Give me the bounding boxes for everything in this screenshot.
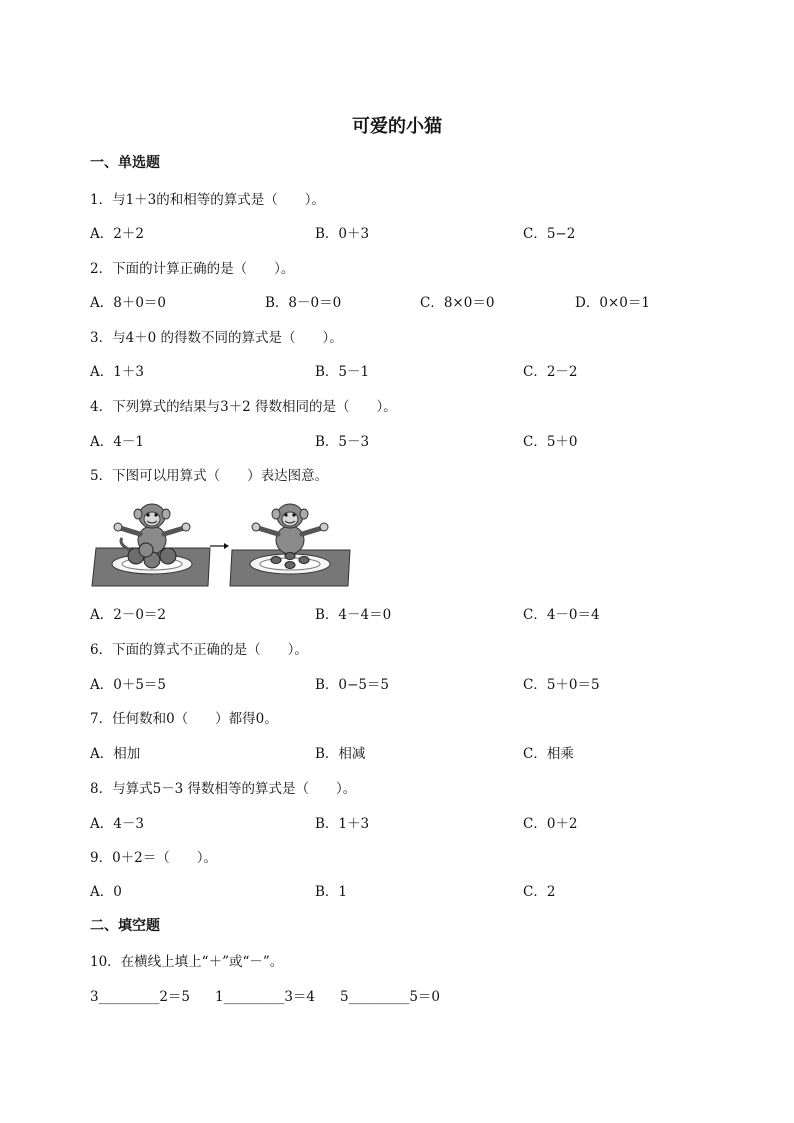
q6-option-c: C．5＋0＝5: [523, 677, 600, 693]
section-heading-fill-blank: 二、填空题: [90, 918, 160, 934]
q5-option-c: C．4－0＝4: [523, 607, 600, 623]
question-6: 6．下面的算式不正确的是（ ）。: [90, 642, 308, 658]
q1-option-a: A．2＋2: [90, 226, 144, 242]
q6-option-b: B．0−5＝5: [315, 677, 389, 693]
q9-option-c: C．2: [523, 884, 556, 900]
q4-option-c: C．5＋0: [523, 434, 578, 450]
q1-option-b: B．0＋3: [315, 226, 370, 242]
page-title: 可爱的小猫: [352, 116, 442, 137]
q10-blank-2: 1_________3＝4: [215, 989, 316, 1005]
q8-option-a: A．4－3: [90, 816, 144, 832]
q3-option-c: C．2－2: [523, 364, 578, 380]
q4-option-a: A．4－1: [90, 434, 144, 450]
q7-option-a: A．相加: [90, 746, 141, 762]
monkey-with-plate-icon: [92, 504, 210, 586]
q2-option-d: D．0×0＝1: [575, 295, 650, 311]
q5-option-b: B．4－4＝0: [315, 607, 392, 623]
q2-option-c: C．8×0＝0: [420, 295, 495, 311]
q8-option-b: B．1＋3: [315, 816, 370, 832]
question-8: 8．与算式5－3 得数相等的算式是（ ）。: [90, 781, 357, 797]
q10-blank-1: 3_________2＝5: [90, 989, 191, 1005]
q7-option-b: B．相减: [315, 746, 366, 762]
q7-option-c: C．相乘: [523, 746, 574, 762]
question-9: 9．0＋2＝（ ）。: [90, 850, 218, 866]
question-3: 3．与4＋0 的得数不同的算式是（ ）。: [90, 330, 343, 346]
q9-option-a: A．0: [90, 884, 122, 900]
q3-option-b: B．5－1: [315, 364, 370, 380]
q1-option-c: C．5−2: [523, 226, 576, 242]
q5-option-a: A．2－0＝2: [90, 607, 167, 623]
question-7: 7．任何数和0（ ）都得0。: [90, 711, 278, 727]
q6-option-a: A．0＋5＝5: [90, 677, 167, 693]
question-10: 10．在横线上填上“＋”或“－”。: [90, 954, 284, 970]
question-1: 1．与1＋3的和相等的算式是（ ）。: [90, 192, 326, 208]
section-heading-single-choice: 一、单选题: [90, 155, 160, 171]
question-5: 5．下图可以用算式（ ）表达图意。: [90, 468, 329, 484]
q10-blank-3: 5_________5＝0: [340, 989, 441, 1005]
question-4: 4．下列算式的结果与3＋2 得数相同的是（ ）。: [90, 399, 397, 415]
arrow-right-icon: [210, 543, 229, 549]
question-2: 2．下面的计算正确的是（ ）。: [90, 261, 295, 277]
q8-option-c: C．0＋2: [523, 816, 578, 832]
q2-option-a: A．8＋0＝0: [90, 295, 167, 311]
question-5-figure: [90, 492, 352, 588]
monkey-with-plate-icon: [230, 504, 350, 586]
q2-option-b: B．8－0＝0: [265, 295, 342, 311]
q3-option-a: A．1＋3: [90, 364, 144, 380]
q9-option-b: B．1: [315, 884, 348, 900]
q4-option-b: B．5－3: [315, 434, 370, 450]
